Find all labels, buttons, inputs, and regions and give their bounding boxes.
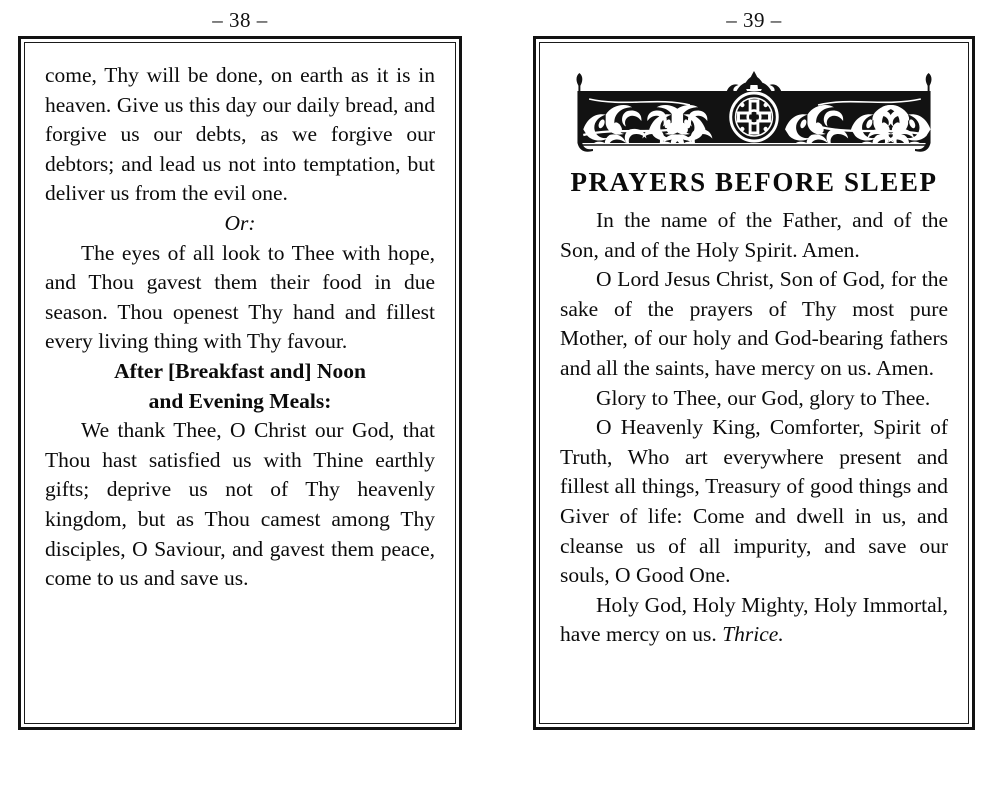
page-text-block-right xyxy=(539,42,969,724)
folio-number-left: – 38 – xyxy=(212,8,268,32)
trisagion-text: Holy God, Holy Mighty, Holy Immortal, have mercy on us. xyxy=(560,592,948,647)
page-frame-left xyxy=(18,36,462,730)
paragraph-trisagion xyxy=(560,591,948,650)
page-frame-right xyxy=(533,36,975,730)
paragraph-glory-to-thee: Glory to Thee, our God, glory to Thee. xyxy=(596,385,931,410)
paragraph-trinitarian-invocation: In the name of the Father, and of the Son, and of the Holy Spirit. Amen. xyxy=(560,208,948,262)
page-section-title: PRAYERS BEFORE SLEEP xyxy=(570,167,938,197)
foliate-headpiece-with-cross-medallion-icon xyxy=(560,65,948,161)
trisagion-rubric-thrice: Thrice. xyxy=(722,622,784,647)
paragraph-o-heavenly-king: O Heavenly King, Comforter, Spirit of Truth, Who art everywhere present and fillest all things, Treasury of good things and Giver of life: Come and dwell in us, and cleanse us of all impurity, and save our souls, O Good One. xyxy=(560,415,948,588)
paragraph-thanksgiving-after-meals: We thank Thee, O Christ our God, that Thou hast satisfied us with Thine earthly gifts; deprive us not of Thy heavenly kingdom, but as Thou camest among Thy disciples, O Saviour, and gavest them peace, come to us and save us. xyxy=(45,418,435,591)
rubric-or: Or: xyxy=(224,210,256,235)
paragraph-lords-prayer-continuation: come, Thy will be done, on earth as it is in heaven. Give us this day our daily bread, and forgive us our debts, as we forgive our debtors; and lead us not into temptation, but deliver us from the evil one. xyxy=(45,63,435,206)
heading-after-meals-line-1: After [Breakfast and] Noon xyxy=(114,358,366,383)
paragraph-jesus-prayer-of-the-hours: O Lord Jesus Christ, Son of God, for the sake of the prayers of Thy most pure Mother, of our holy and God-bearing fathers and all the saints, have mercy on us. Amen. xyxy=(560,267,948,380)
paragraph-eyes-of-all: The eyes of all look to Thee with hope, and Thou gavest them their food in due season. Thou openest Thy hand and fillest every living thing with Thy favour. xyxy=(45,240,435,354)
heading-after-meals-line-2: and Evening Meals: xyxy=(148,388,332,413)
folio-number-right: – 39 – xyxy=(726,8,782,32)
page-text-block-left xyxy=(24,42,456,724)
